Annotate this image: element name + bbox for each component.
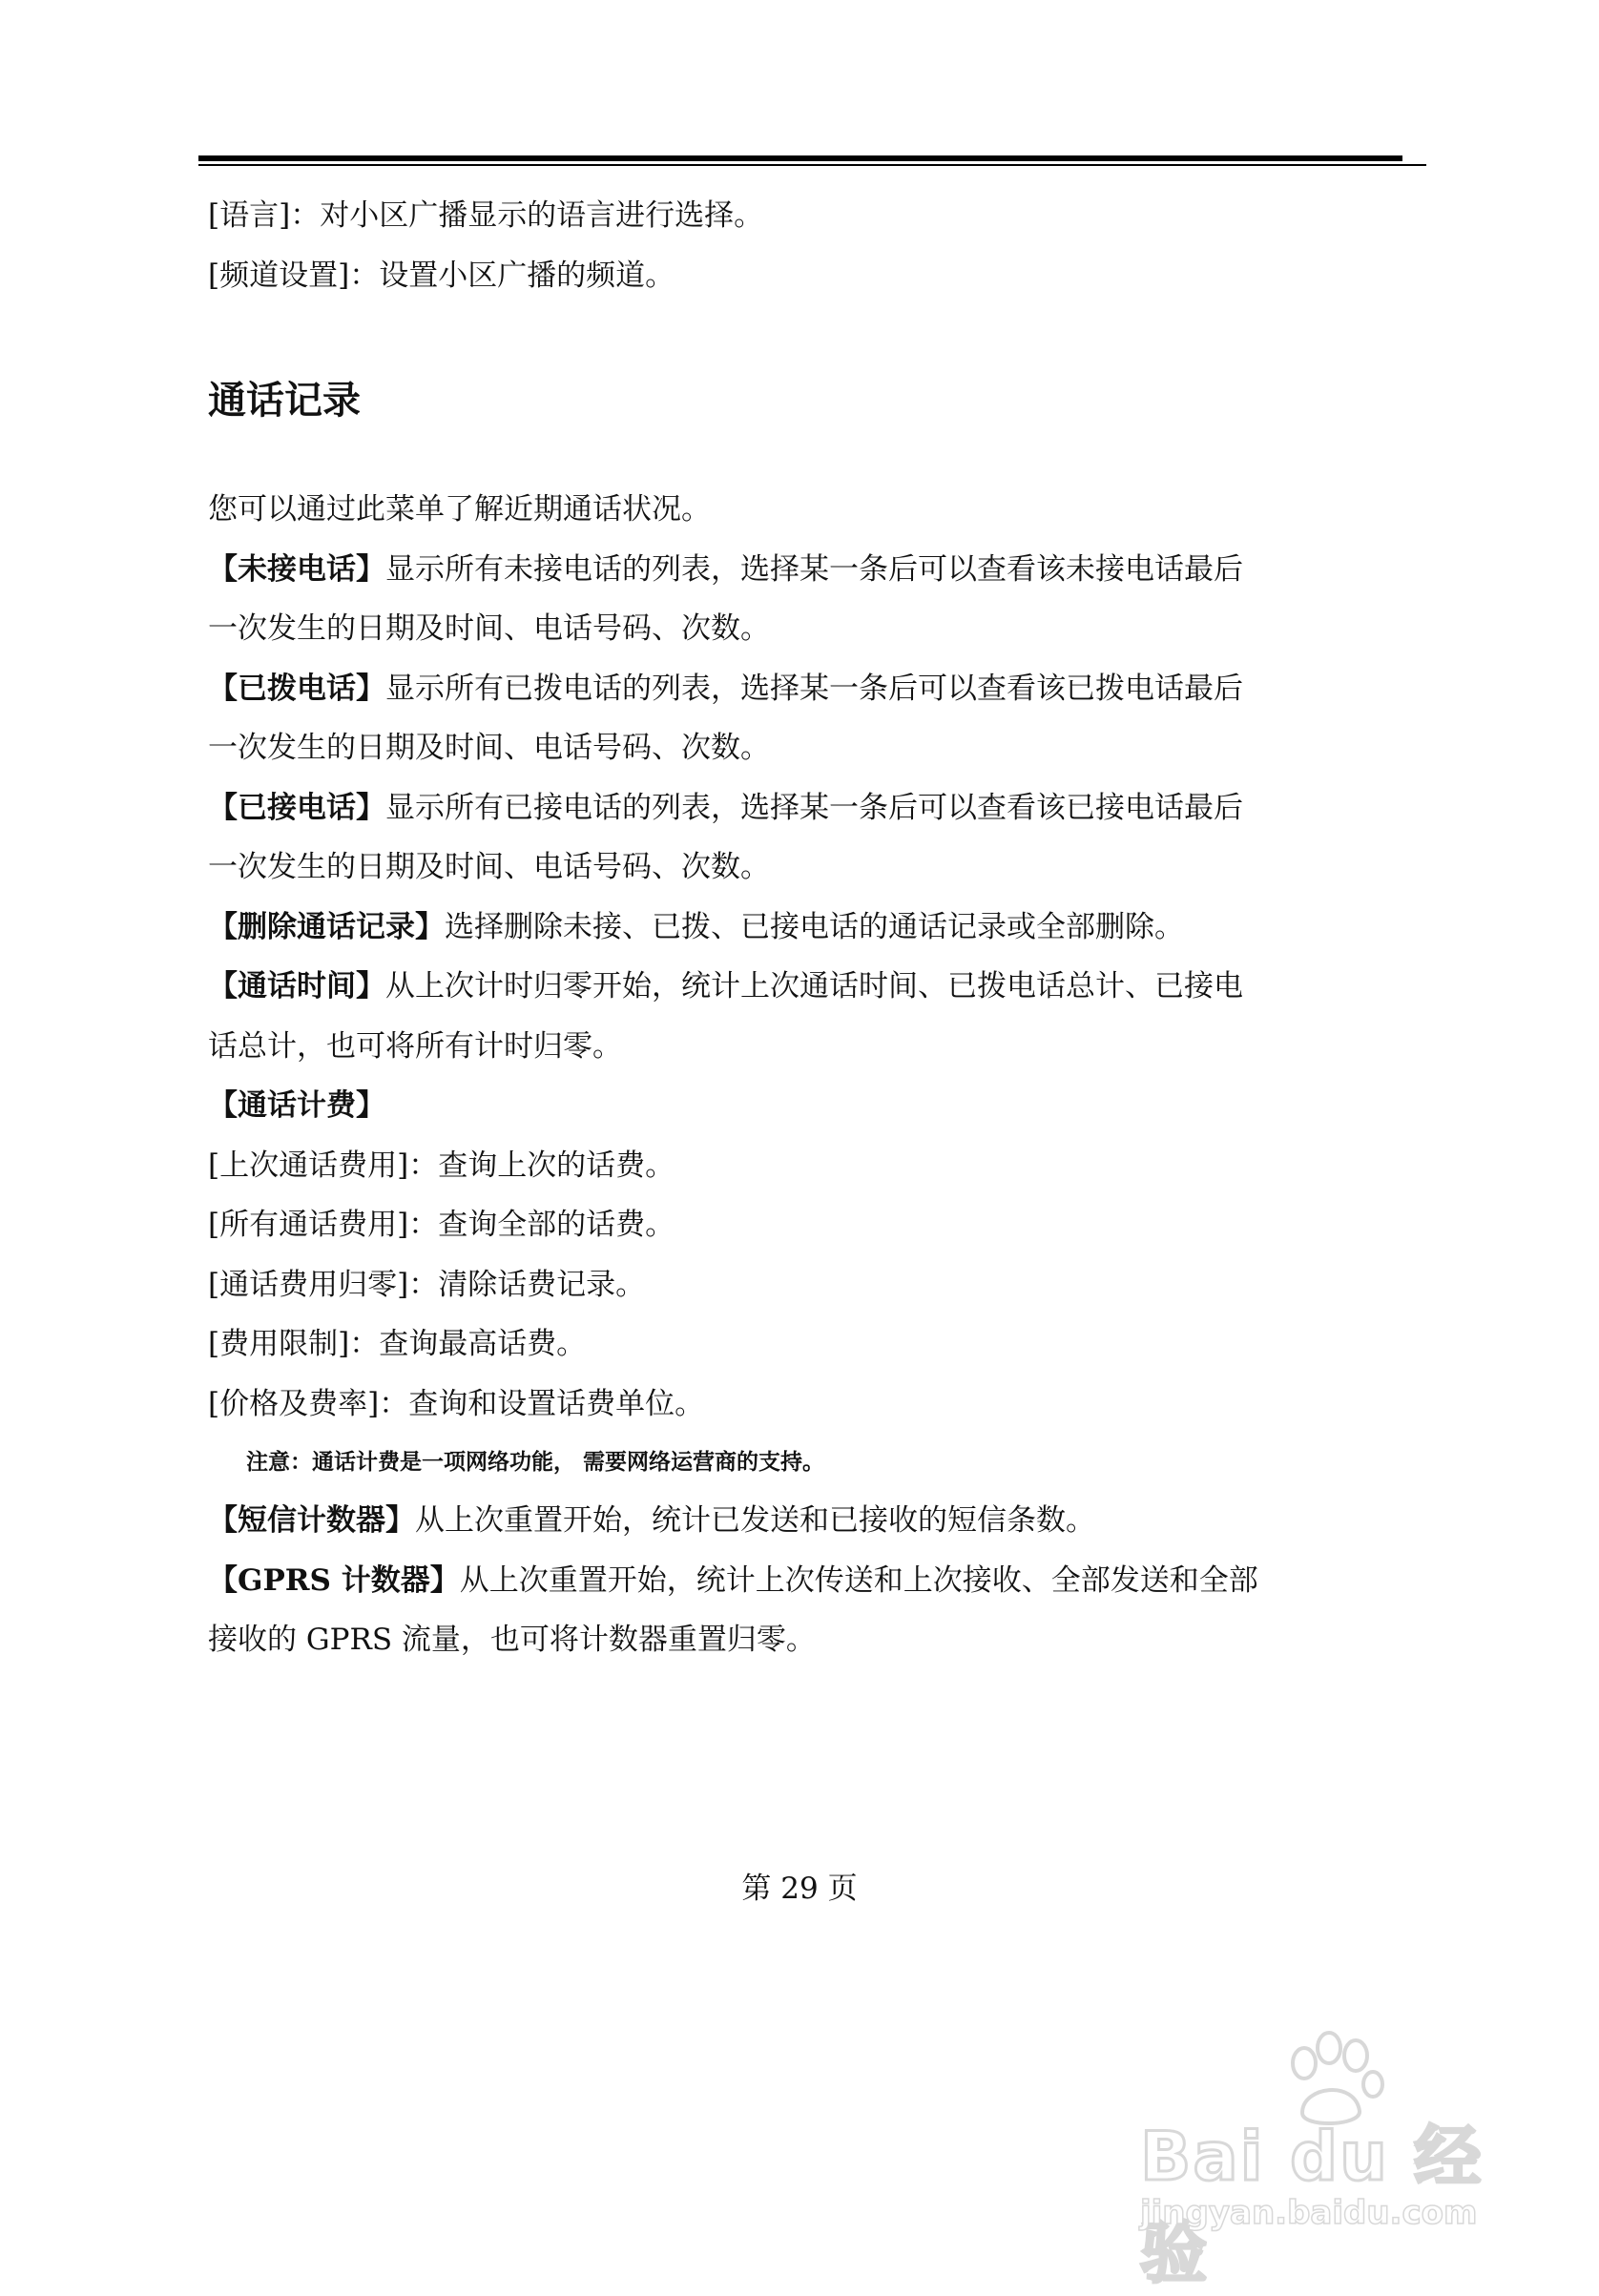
gprs-counter-line2: 接收的 GPRS 流量，也可将计数器重置归零。 [208, 1623, 816, 1657]
billing-price-rate: [价格及费率]：查询和设置话费单位。 [208, 1386, 705, 1421]
gprs-counter-line1 [208, 1551, 1429, 1611]
received-calls-line1 [208, 778, 1429, 838]
delete-log-line [208, 898, 1429, 958]
dialed-calls-text: 显示所有已拨电话的列表，选择某一条后可以查看该已拨电话最后 [385, 671, 1243, 706]
call-duration-label: 【通话时间】 [208, 969, 385, 1003]
call-duration-text: 从上次计时归零开始，统计上次通话时间、已拨电话总计、已接电 [385, 969, 1243, 1003]
billing-note: 注意：通话计费是一项网络功能， 需要网络运营商的支持。 [246, 1450, 825, 1475]
billing-cost-limit: [费用限制]：查询最高话费。 [208, 1327, 587, 1361]
sms-counter-label: 【短信计数器】 [208, 1503, 415, 1538]
sms-counter-line [208, 1491, 1429, 1551]
baidu-watermark [1131, 2027, 1512, 2292]
call-billing-label: 【通话计费】 [208, 1088, 385, 1123]
sms-counter-text: 从上次重置开始，统计已发送和已接收的短信条数。 [415, 1503, 1095, 1538]
header-rule-thin [198, 164, 1426, 166]
billing-last-cost: [上次通话费用]：查询上次的话费。 [208, 1148, 675, 1183]
received-calls-text: 显示所有已接电话的列表，选择某一条后可以查看该已接电话最后 [385, 790, 1243, 825]
gprs-counter-text: 从上次重置开始，统计上次传送和上次接收、全部发送和全部 [459, 1562, 1258, 1598]
missed-calls-label: 【未接电话】 [208, 551, 385, 587]
call-duration-line2: 话总计，也可将所有计时归零。 [208, 1028, 622, 1064]
billing-reset-cost: [通话费用归零]：清除话费记录。 [208, 1267, 646, 1302]
received-calls-label: 【已接电话】 [208, 790, 385, 825]
intro-block [208, 186, 1429, 305]
dialed-calls-label: 【已拨电话】 [208, 671, 385, 706]
missed-calls-line2: 一次发生的日期及时间、电话号码、次数。 [208, 611, 770, 646]
header-rule-thick [198, 155, 1402, 161]
missed-calls-line1 [208, 540, 1429, 600]
page-number: 第 29 页 [741, 1872, 858, 1906]
intro-line-language: [语言]：对小区广播显示的语言进行选择。 [208, 198, 764, 233]
call-log-body [208, 480, 1429, 1670]
delete-log-label: 【删除通话记录】 [208, 909, 445, 944]
call-duration-line1 [208, 957, 1429, 1017]
dialed-calls-line2: 一次发生的日期及时间、电话号码、次数。 [208, 731, 770, 765]
dialed-calls-line1 [208, 659, 1429, 719]
lead-paragraph: 您可以通过此菜单了解近期通话状况。 [208, 492, 711, 527]
gprs-counter-label: 【GPRS 计数器】 [208, 1562, 460, 1598]
delete-log-text: 选择删除未接、已拨、已接电话的通话记录或全部删除。 [445, 909, 1184, 944]
intro-line-channel: [频道设置]：设置小区广播的频道。 [208, 258, 675, 293]
missed-calls-text: 显示所有未接电话的列表，选择某一条后可以查看该未接电话最后 [385, 551, 1243, 587]
section-title: 通话记录 [208, 379, 361, 423]
billing-all-cost: [所有通话费用]：查询全部的话费。 [208, 1208, 675, 1242]
watermark-url: jingyan.baidu.com [1140, 2194, 1478, 2232]
watermark-logo-text: Bai du 经验 [1140, 2118, 1484, 2292]
received-calls-line2: 一次发生的日期及时间、电话号码、次数。 [208, 850, 770, 884]
